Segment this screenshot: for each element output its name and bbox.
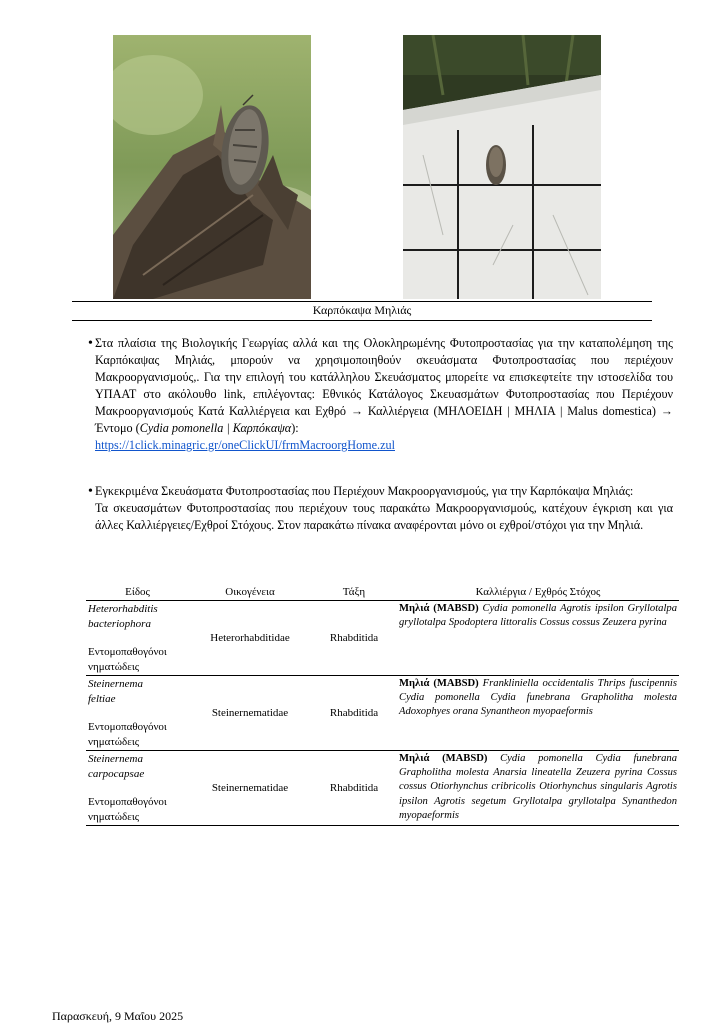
header-family: Οικογένεια bbox=[189, 585, 311, 601]
species-type: Εντομοπαθογόνοι νηματώδεις bbox=[88, 721, 167, 748]
crop-label: Μηλιά (MABSD) bbox=[399, 603, 479, 614]
bullet-dot-2: • bbox=[88, 484, 93, 499]
table-row bbox=[86, 751, 679, 826]
species-name-2: feltiae bbox=[88, 692, 116, 705]
figure-caption: Καρπόκαψα Μηλιάς bbox=[312, 303, 412, 317]
family-cell: Heterorhabditidae bbox=[189, 601, 311, 676]
target-list: Cydia pomonella Cydia funebrana Grapholitha molesta Anarsia lineatella Zeuzera pyrina Cossus cossus Otiorhynchus cribricolis Otiorhynchus singularis Agrotis ipsilon Agrotis segetum Gryllotalpa gryllotalpa Synanthedon myopaeformis bbox=[399, 753, 677, 821]
family-cell: Steinernematidae bbox=[189, 751, 311, 826]
species-name-2: carpocapsae bbox=[88, 767, 145, 780]
species-name: Heterorhabditis bbox=[88, 603, 158, 615]
species-name: Steinernema bbox=[88, 678, 143, 690]
footer-date: Παρασκευή, 9 Μαΐου 2025 bbox=[52, 1009, 184, 1023]
header-species: Είδος bbox=[86, 585, 189, 601]
table-row bbox=[86, 601, 679, 676]
order-cell: Rhabditida bbox=[311, 601, 397, 676]
bullet-paragraph-2 bbox=[95, 483, 673, 534]
bullet-1-italic: Cydia pomonella | Καρπόκαψα bbox=[139, 421, 292, 435]
species-type: Εντομοπαθογόνοι νηματώδεις bbox=[88, 796, 167, 823]
crop-label: Μηλιά (MABSD) bbox=[399, 678, 479, 689]
header-order: Τάξη bbox=[311, 585, 397, 601]
bullet-2-text: Τα σκευασμάτων Φυτοπροστασίας που περιέχουν τους παρακάτω Μακροοργανισμούς, κατέχουν έγκριση και για άλλες Καλλιέργειες/Εχθροί Στόχους. Στον παρακάτω πίνακα αναφέρονται μόνο οι εχθροί/στόχοι για την Μηλιά. bbox=[95, 501, 673, 532]
bullet-2-heading: Εγκεκριμένα Σκευάσματα Φυτοπροστασίας που Περιέχουν Μακροοργανισμούς, για την Καρπόκαψα Μηλιάς: bbox=[95, 484, 634, 498]
species-name: Steinernema bbox=[88, 753, 143, 765]
caption-rule-bottom bbox=[72, 320, 652, 321]
order-cell: Rhabditida bbox=[311, 676, 397, 751]
bullet-1-text-end: ): bbox=[291, 421, 299, 435]
species-name-2: bacteriophora bbox=[88, 617, 151, 630]
moth-on-wall-photo bbox=[403, 35, 601, 299]
bullet-paragraph-1 bbox=[95, 335, 673, 454]
order-cell: Rhabditida bbox=[311, 751, 397, 826]
target-list: Frankliniella occidentalis Thrips fuscipennis Cydia pomonella Cydia funebrana Grapholitha molesta Adoxophyes orana Synantheon myopaeformis bbox=[399, 678, 677, 718]
bullet-1-text: Στα πλαίσια της Βιολογικής Γεωργίας αλλά και της Ολοκληρωμένης Φυτοπροστασίας για την καταπολέμηση της Καρπόκαψας Μηλιάς, μπορούν να χρησιμοποιηθούν σκευάσματα Φυτοπροστασίας που περιέχουν Μακροοργανισμούς,. Για την επιλογή του κατάλληλου Σκευάσματος μπορείτε να επισκεφτείτε την ιστοσελίδα του ΥΠΑΑΤ στο ακόλουθο link, επιλέγοντας: Εθνικός Κατάλογος Σκευασμάτων Φυτοπροστασίας που Περιέχουν Μακροοργανισμούς Κατά Καλλιέργεια και Εχθρό → Καλλιέργεια (ΜΗΛΟΕΙΔΗ | ΜΗΛΙΑ | Malus domestica) → Έντομο ( bbox=[95, 336, 673, 435]
header-crop-target: Καλλιέργια / Εχθρός Στόχος bbox=[397, 585, 679, 601]
bullet-dot-1: • bbox=[88, 336, 93, 351]
moth-on-wood-photo bbox=[113, 35, 311, 299]
crop-label: Μηλιά (MABSD) bbox=[399, 753, 488, 764]
table-row bbox=[86, 676, 679, 751]
species-type: Εντομοπαθογόνοι νηματώδεις bbox=[88, 646, 167, 673]
target-list: Cydia pomonella Agrotis ipsilon Gryllotalpa gryllotalpa Spodoptera littoralis Cossus cossus Zeuzera pyrina bbox=[399, 603, 677, 629]
family-cell: Steinernematidae bbox=[189, 676, 311, 751]
macroorganisms-table bbox=[86, 585, 679, 826]
minagric-link[interactable]: https://1click.minagric.gr/oneClickUI/frmMacroorgHome.zul bbox=[95, 438, 395, 452]
